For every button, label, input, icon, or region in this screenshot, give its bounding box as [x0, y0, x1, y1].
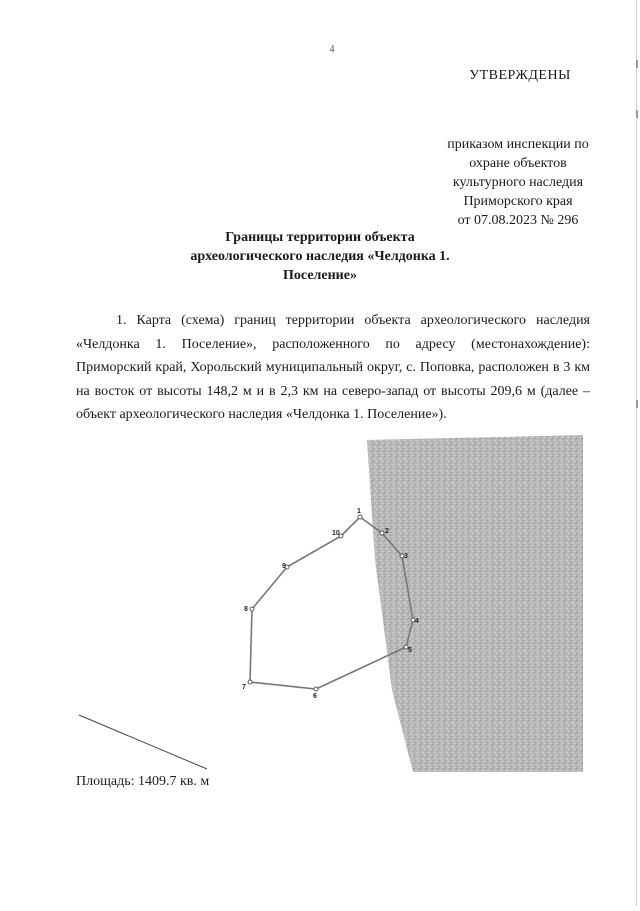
- point-label: 6: [313, 693, 317, 700]
- point-label: 3: [404, 553, 408, 560]
- approval-line: Приморского края: [463, 194, 573, 209]
- point-label: 8: [244, 606, 248, 613]
- page-number: 4: [329, 44, 335, 55]
- approval-line: охране объектов: [469, 156, 567, 171]
- boundary-vertex: [248, 680, 252, 684]
- boundary-vertex: [314, 687, 318, 691]
- scan-edge-mark: [636, 110, 638, 118]
- approval-line: приказом инспекции по: [447, 137, 589, 152]
- scan-edge-line: [636, 0, 637, 906]
- area-label: Площадь: 1409.7 кв. м: [76, 774, 210, 789]
- boundary-vertex: [250, 607, 254, 611]
- approval-line: культурного наследия: [452, 175, 584, 190]
- title-line: археологического наследия «Челдонка 1.: [190, 249, 450, 264]
- point-label: 9: [282, 563, 286, 570]
- point-label: 4: [415, 618, 419, 625]
- point-label: 5: [408, 647, 412, 654]
- point-label: 2: [385, 528, 389, 535]
- point-label: 7: [242, 684, 246, 691]
- approval-date-line: от 07.08.2023 № 296: [457, 213, 579, 228]
- scan-edge-mark: [636, 400, 638, 408]
- aerial-image-region: [367, 435, 583, 772]
- approval-title: УТВЕРЖДЕНЫ: [469, 68, 571, 83]
- boundary-vertex: [358, 515, 362, 519]
- scale-line: [79, 715, 207, 769]
- title-line: Границы территории объекта: [225, 230, 415, 245]
- point-label: 1: [357, 508, 361, 515]
- scan-edge-mark: [636, 60, 638, 68]
- title-line: Поселение»: [283, 268, 357, 283]
- boundary-vertex: [380, 531, 384, 535]
- body-text: 1. Карта (схема) границ территории объекта археологического наследия «Челдонка 1. Поселение», расположенного по адресу (местонахождение): Приморский край, Хорольский муниципальный округ, с. Поповка, расположен в 3 км на восток от высоты 148,2 м и в 2,3 км на северо-запад от высоты 209,6 м (далее – объект археологического наследия «Челдонка 1. Поселение»).: [76, 313, 590, 422]
- point-label: 10: [332, 530, 340, 537]
